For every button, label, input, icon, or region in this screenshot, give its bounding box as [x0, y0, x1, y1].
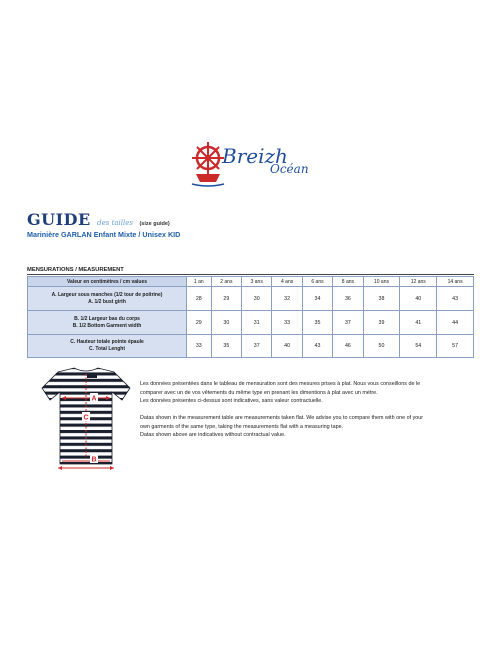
row-label — [28, 335, 187, 358]
size-header: 14 ans — [437, 277, 474, 287]
table-cell: 39 — [363, 311, 400, 335]
table-cell: 29 — [211, 287, 241, 311]
row-label-en: C. Total Lenght — [88, 346, 125, 352]
header-label: Valeur en centimètres / cm values — [28, 277, 187, 287]
size-header: 4 ans — [272, 277, 302, 287]
table-cell: 33 — [187, 335, 212, 358]
table-cell: 37 — [333, 311, 363, 335]
table-cell: 36 — [333, 287, 363, 311]
divider — [27, 274, 474, 275]
table-cell: 40 — [272, 335, 302, 358]
table-cell: 41 — [400, 311, 437, 335]
section-title: MENSURATIONS / MEASUREMENT — [27, 267, 124, 273]
table-cell: 43 — [437, 287, 474, 311]
table-cell: 35 — [302, 311, 332, 335]
table-row — [28, 335, 474, 358]
row-label — [28, 311, 187, 335]
desc-fr-1: Les données présentées dans le tableau de mensuration sont des mesures prises à plat. Nous vous conseillons de le — [140, 381, 421, 387]
brand-logo — [188, 138, 328, 190]
row-label-en: A. 1/2 bust girth — [88, 298, 126, 305]
size-header: 2 ans — [211, 277, 241, 287]
table-row — [28, 287, 474, 311]
table-cell: 40 — [400, 287, 437, 311]
desc-en-2: own garments of the same type, taking the measurements flat with a measuring tape. — [140, 423, 344, 430]
table-cell: 29 — [187, 311, 212, 335]
table-cell: 54 — [400, 335, 437, 358]
striped-shirt-icon — [40, 366, 132, 470]
desc-fr-3: Les données présentes ci-dessus sont indicatives, sans valeur contractuelle. — [140, 398, 323, 405]
product-title: Marinière GARLAN Enfant Mixte / Unisex KID — [27, 230, 181, 239]
size-table — [27, 276, 474, 358]
shirt-measurement-diagram — [40, 366, 132, 470]
table-cell: 30 — [211, 311, 241, 335]
row-label-en: B. 1/2 Bottom Garment width — [72, 322, 142, 329]
table-cell: 38 — [363, 287, 400, 311]
table-cell: 43 — [302, 335, 332, 358]
row-label-fr: B. 1/2 Largeur bas du corps — [74, 315, 140, 322]
row-label-fr: C. Hauteur totale pointe épaule — [70, 339, 144, 345]
table-cell: 37 — [242, 335, 272, 358]
table-cell: 30 — [242, 287, 272, 311]
row-label-fr: A. Largeur sous manches (1/2 tour de poitrine) — [51, 291, 163, 298]
desc-en-1: Datas shown in the measurement table are measurements taken flat. We advise you to compare them with one of your — [140, 415, 424, 422]
label-a: A — [91, 395, 97, 403]
label-b: B — [91, 456, 97, 464]
table-cell: 46 — [333, 335, 363, 358]
size-header: 12 ans — [400, 277, 437, 287]
table-cell: 50 — [363, 335, 400, 358]
size-header: 3 ans — [242, 277, 272, 287]
table-header-row — [28, 277, 474, 287]
table-cell: 57 — [437, 335, 474, 358]
guide-title: GUIDE — [27, 210, 91, 229]
table-cell: 32 — [272, 287, 302, 311]
guide-english: (size guide) — [139, 221, 170, 227]
table-cell: 33 — [272, 311, 302, 335]
size-header: 8 ans — [333, 277, 363, 287]
label-c: C — [83, 414, 89, 422]
guide-subtitle: des tailles — [97, 219, 134, 227]
size-header: 1 an — [187, 277, 212, 287]
table-cell: 44 — [437, 311, 474, 335]
table-cell: 31 — [242, 311, 272, 335]
table-row — [28, 311, 474, 335]
table-cell: 34 — [302, 287, 332, 311]
logo-text-breizh: Breizh — [222, 144, 288, 168]
size-header: 10 ans — [363, 277, 400, 287]
row-label — [28, 287, 187, 311]
table-cell: 28 — [187, 287, 212, 311]
description — [140, 380, 470, 440]
logo-text-ocean: Océan — [270, 162, 309, 176]
desc-en-3: Datas shown above are indicatives without contractual value. — [140, 432, 286, 439]
table-cell: 35 — [211, 335, 241, 358]
desc-fr-2: comparer avec un de vos vêtements du même type en prenant les dimentions à plat avec un mètre. — [140, 389, 378, 396]
guide-heading — [27, 210, 170, 230]
size-header: 6 ans — [302, 277, 332, 287]
